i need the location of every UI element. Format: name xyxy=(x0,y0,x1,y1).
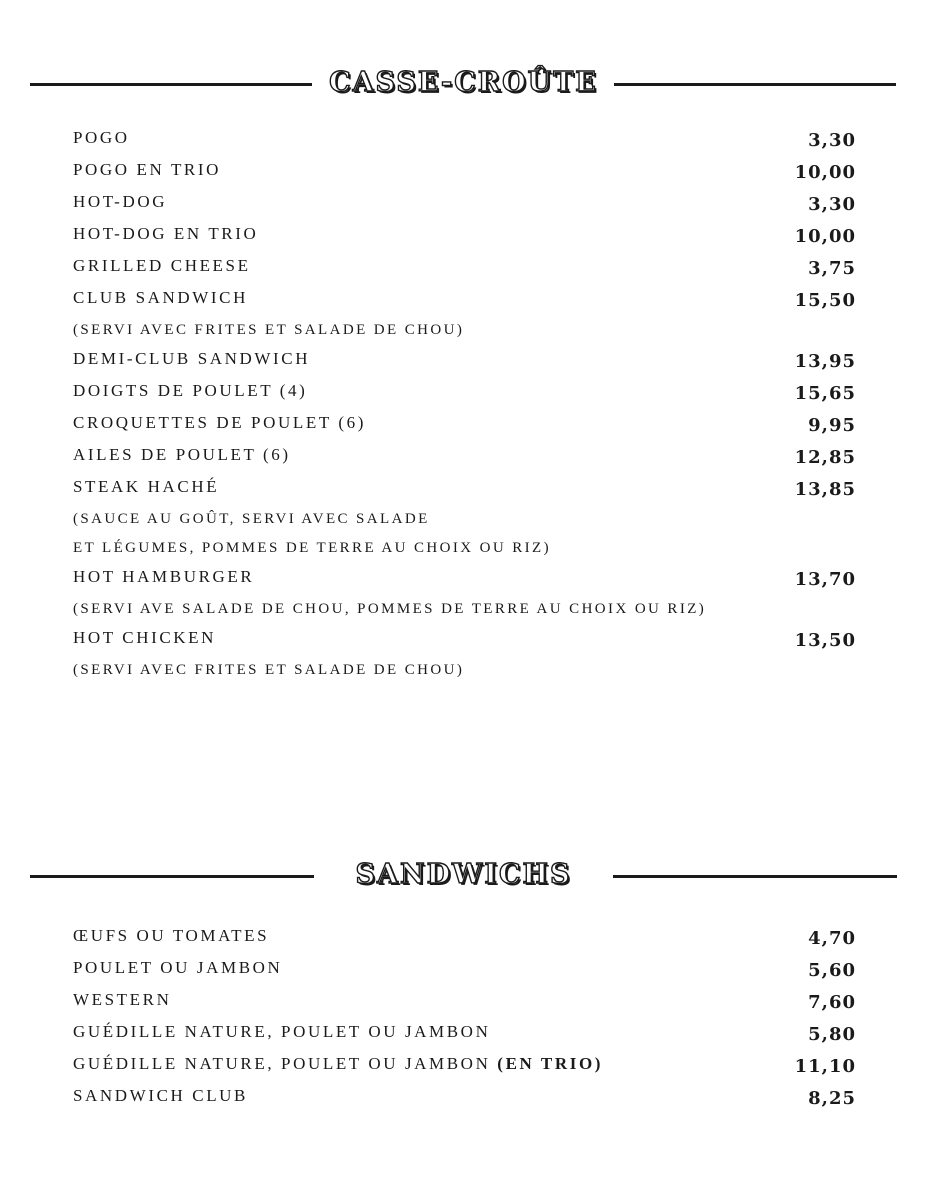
item-price: 10,00 xyxy=(794,162,856,183)
menu-item xyxy=(0,156,927,188)
menu-item xyxy=(0,473,927,505)
item-name: WESTERN xyxy=(73,990,172,1009)
heading-rule-right xyxy=(614,83,896,86)
item-name: STEAK HACHÉ xyxy=(73,477,220,496)
item-name: SANDWICH CLUB xyxy=(73,1086,248,1105)
item-price: 15,50 xyxy=(794,290,856,311)
item-name: ŒUFS OU TOMATES xyxy=(73,926,270,945)
item-note xyxy=(0,656,927,685)
item-name: GRILLED CHEESE xyxy=(73,256,251,275)
item-name-text: GUÉDILLE NATURE, POULET OU JAMBON xyxy=(73,1054,491,1073)
item-price: 3,30 xyxy=(808,130,856,151)
section-title: SANDWICHS xyxy=(355,859,572,890)
item-note xyxy=(0,534,927,563)
item-price: 13,50 xyxy=(794,630,856,651)
menu-item xyxy=(0,1018,927,1050)
item-name: POGO EN TRIO xyxy=(73,160,222,179)
item-price: 13,70 xyxy=(794,569,856,590)
item-price: 9,95 xyxy=(808,415,856,436)
item-name: DOIGTS DE POULET (4) xyxy=(73,381,308,400)
menu-item-list xyxy=(0,922,927,1114)
item-name: POGO xyxy=(73,128,130,147)
item-note xyxy=(0,505,927,534)
item-note-text: (SERVI AVEC FRITES ET SALADE DE CHOU) xyxy=(73,322,465,338)
item-price: 3,75 xyxy=(808,258,856,279)
item-name: AILES DE POULET (6) xyxy=(73,445,291,464)
item-name: GUÉDILLE NATURE, POULET OU JAMBON xyxy=(73,1022,491,1041)
section-heading xyxy=(0,852,927,898)
menu-item xyxy=(0,986,927,1018)
item-price: 10,00 xyxy=(794,226,856,247)
item-name-bold: (EN TRIO) xyxy=(490,1054,604,1073)
item-note-text: (SERVI AVEC FRITES ET SALADE DE CHOU) xyxy=(73,662,465,678)
menu-item xyxy=(0,563,927,595)
item-price: 15,65 xyxy=(794,383,856,404)
item-name xyxy=(73,1050,603,1078)
item-price: 13,95 xyxy=(794,351,856,372)
item-name: HOT-DOG xyxy=(73,192,168,211)
menu-item xyxy=(0,1082,927,1114)
menu-item xyxy=(0,188,927,220)
item-price: 5,60 xyxy=(808,960,856,981)
menu-item xyxy=(0,377,927,409)
item-price: 13,85 xyxy=(794,479,856,500)
item-price: 11,10 xyxy=(794,1056,856,1077)
menu-item-list xyxy=(0,124,927,685)
item-name: HOT-DOG EN TRIO xyxy=(73,224,259,243)
menu-item xyxy=(0,441,927,473)
item-price: 8,25 xyxy=(808,1088,856,1109)
menu-item xyxy=(0,922,927,954)
item-note-text: ET LÉGUMES, POMMES DE TERRE AU CHOIX OU RIZ) xyxy=(73,540,551,556)
section-sandwichs xyxy=(0,852,927,1109)
item-note xyxy=(0,595,927,624)
menu-item xyxy=(0,409,927,441)
item-price: 4,70 xyxy=(808,928,856,949)
item-name: POULET OU JAMBON xyxy=(73,958,283,977)
section-casse-croute xyxy=(0,60,927,678)
menu-item xyxy=(0,954,927,986)
item-note-text: (SERVI AVE SALADE DE CHOU, POMMES DE TERRE AU CHOIX OU RIZ) xyxy=(73,601,707,617)
item-price: 12,85 xyxy=(794,447,856,468)
menu-item xyxy=(0,124,927,156)
item-name: CROQUETTES DE POULET (6) xyxy=(73,413,366,432)
menu-item xyxy=(0,345,927,377)
heading-rule-right xyxy=(613,875,897,878)
menu-item xyxy=(0,252,927,284)
item-note-text: (SAUCE AU GOÛT, SERVI AVEC SALADE xyxy=(73,511,430,527)
item-price: 7,60 xyxy=(808,992,856,1013)
menu-item xyxy=(0,284,927,316)
section-heading xyxy=(0,60,927,106)
item-name: HOT CHICKEN xyxy=(73,628,217,647)
item-price: 3,30 xyxy=(808,194,856,215)
menu-item xyxy=(0,624,927,656)
item-name: DEMI-CLUB SANDWICH xyxy=(73,349,311,368)
menu-item xyxy=(0,220,927,252)
item-name: CLUB SANDWICH xyxy=(73,288,248,307)
item-price: 5,80 xyxy=(808,1024,856,1045)
item-name: HOT HAMBURGER xyxy=(73,567,255,586)
item-note xyxy=(0,316,927,345)
menu-item xyxy=(0,1050,927,1082)
section-title: CASSE-CROÛTE xyxy=(329,67,598,98)
